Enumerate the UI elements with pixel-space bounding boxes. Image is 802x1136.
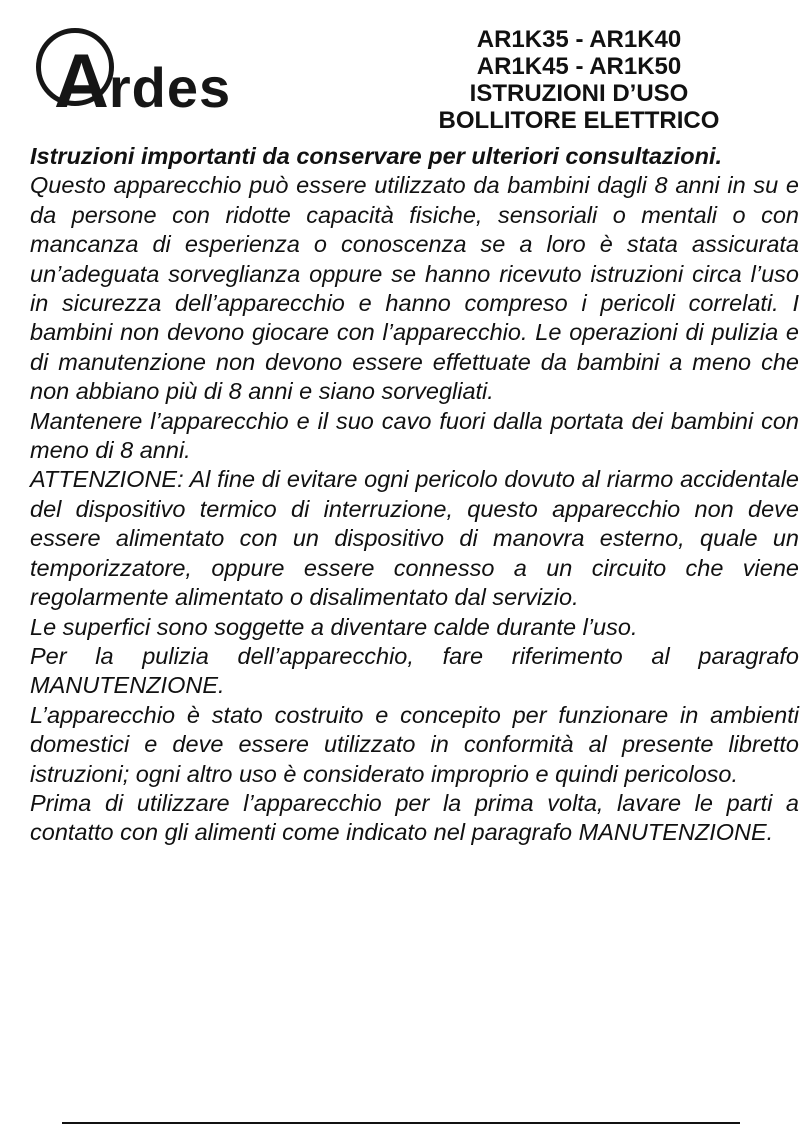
page-header (0, 0, 802, 134)
model-numbers-line-2: AR1K45 - AR1K50 (476, 53, 682, 80)
paragraph-keep-away: Mantenere l’apparecchio e il suo cavo fuori dalla portata dei bambini con meno di 8 anni. (30, 407, 799, 464)
paragraph-first-use: Prima di utilizzare l’apparecchio per la prima volta, lavare le parti a contatto con gli alimenti come indicato nel paragrafo MANUTENZIONE. (30, 789, 799, 846)
ardes-wordmark (54, 39, 232, 124)
paragraph-hot-surfaces: Le superfici sono soggette a diventare calde durante l’uso. (30, 613, 638, 640)
logo-letter-a: A (54, 39, 109, 124)
paragraph-cleaning-reference: Per la pulizia dell’apparecchio, fare riferimento al paragrafo MANUTENZIONE. (30, 642, 799, 699)
product-name: BOLLITORE ELETTRICO (438, 107, 720, 134)
header-title-block (414, 10, 744, 134)
model-numbers-line-1: AR1K35 - AR1K40 (476, 26, 682, 53)
paragraph-domestic-use: L’apparecchio è stato costruito e concepito per funzionare in ambienti domestici e deve essere utilizzato in conformità al presente libretto istruzioni; ogni altro uso è considerato improprio e quindi pericoloso. (30, 701, 799, 787)
logo-letters-rest: rdes (108, 56, 232, 119)
paragraph-attention-thermal: ATTENZIONE: Al fine di evitare ogni pericolo dovuto al riarmo accidentale del dispositivo termico di interruzione, questo apparecchio non deve essere alimentato con un dispositivo di manovra esterno, quale un temporizzatore, oppure essere connesso a un circuito che viene regolarmente alimentato o disalimentato dal servizio. (30, 466, 799, 611)
instructions-body (0, 128, 802, 848)
footer-divider (62, 1122, 740, 1124)
intro-paragraph: Istruzioni importanti da conservare per ulteriori consultazioni. (30, 143, 723, 169)
document-title: ISTRUZIONI D’USO (469, 80, 689, 107)
ardes-logo (34, 10, 324, 122)
paragraph-children-safety: Questo apparecchio può essere utilizzato da bambini dagli 8 anni in su e da persone con ridotte capacità fisiche, sensoriali o mentali o con mancanza di esperienza o conoscenza se a loro è stata assicurata un’adeguata sorveglianza oppure se hanno ricevuto istruzioni circa l’uso in sicurezza dell’apparecchio e hanno compreso i pericoli correlati. I bambini non devono giocare con l’apparecchio. Le operazioni di pulizia e di manutenzione non devono essere effettuate da bambini a meno che non abbiano più di 8 anni e siano sorvegliati. (30, 172, 799, 405)
